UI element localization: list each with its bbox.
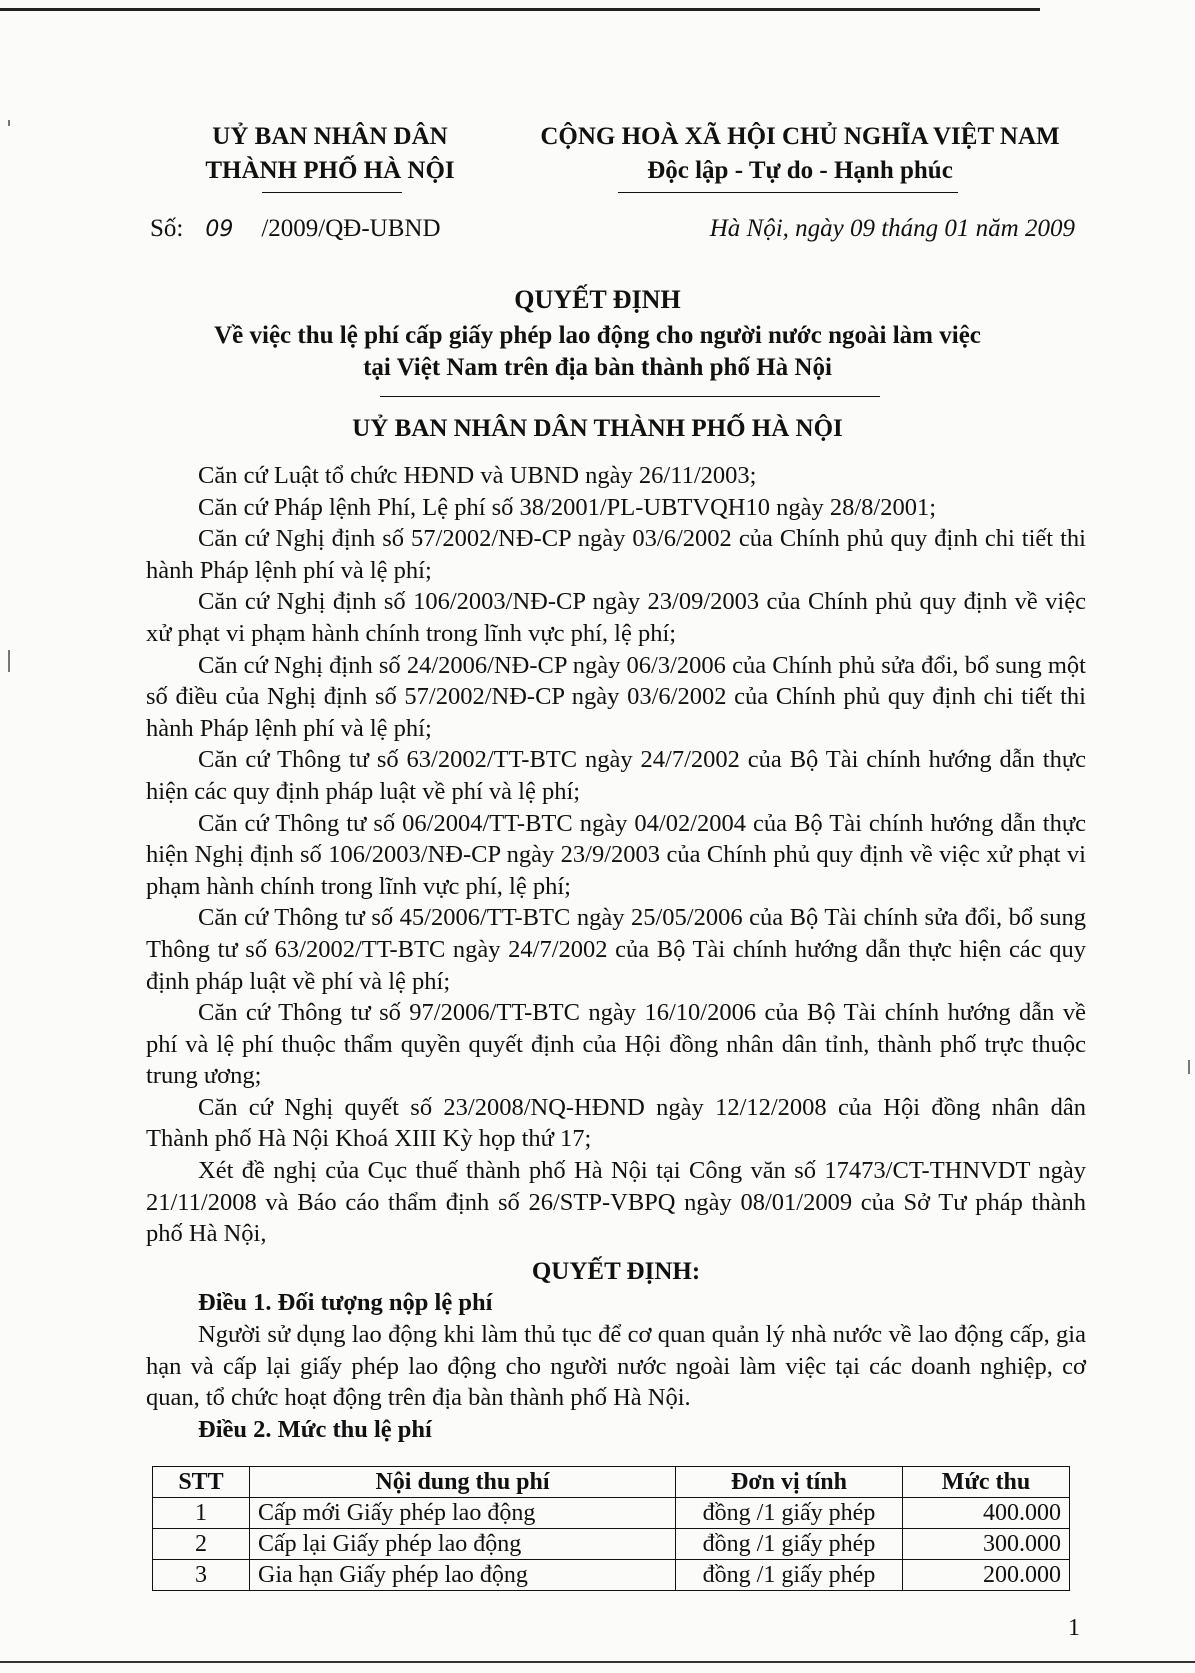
table-row — [153, 1560, 1070, 1591]
page-number: 1 — [1068, 1615, 1080, 1641]
col-content: Nội dung thu phí — [250, 1467, 676, 1498]
authority-underline — [262, 192, 402, 193]
doc-number-handwritten: 09 — [205, 217, 234, 242]
article1-text: Người sử dụng lao động khi làm thủ tục để cơ quan quản lý nhà nước về lao động cấp, gia hạn và cấp lại giấy phép lao động cho người nước ngoài làm việc tại các doanh nghiệp, cơ quan, tổ chức hoạt động trên địa bàn thành phố Hà Nội. — [146, 1321, 1086, 1412]
national-name: CỘNG HOÀ XÃ HỘI CHỦ NGHĨA VIỆT NAM — [540, 123, 1060, 150]
document-body — [146, 460, 1086, 1445]
motto: Độc lập - Tự do - Hạnh phúc — [647, 157, 953, 184]
subject-line2: tại Việt Nam trên địa bàn thành phố Hà Nội — [363, 354, 832, 381]
scan-speck — [8, 120, 10, 126]
cell-unit: đồng /1 giấy phép — [676, 1560, 903, 1591]
cell-amount: 400.000 — [903, 1498, 1070, 1529]
legal-basis: Căn cứ Thông tư số 45/2006/TT-BTC ngày 25/05/2006 của Bộ Tài chính sửa đổi, bổ sung Thông tư số 63/2002/TT-BTC ngày 24/7/2002 của Bộ Tài chính hướng dẫn thực hiện các quy định pháp luật về phí và lệ phí; — [146, 904, 1086, 995]
fee-table-header — [153, 1467, 1070, 1498]
legal-basis: Xét đề nghị của Cục thuế thành phố Hà Nội tại Công văn số 17473/CT-THNVDT ngày 21/11/2008 và Báo cáo thẩm định số 26/STP-VBPQ ngày 08/01/2009 của Sở Tư pháp thành phố Hà Nội, — [146, 1157, 1086, 1248]
legal-basis: Căn cứ Thông tư số 06/2004/TT-BTC ngày 04/02/2004 của Bộ Tài chính hướng dẫn thực hiện Nghị định số 106/2003/NĐ-CP ngày 23/9/2003 của Chính phủ quy định về việc xử phạt vi phạm hành chính trong lĩnh vực phí, lệ phí; — [146, 809, 1086, 900]
cell-stt: 3 — [153, 1560, 250, 1591]
scan-bottom-edge-line — [0, 1661, 1195, 1663]
national-motto — [515, 120, 1085, 188]
cell-stt: 1 — [153, 1498, 250, 1529]
cell-unit: đồng /1 giấy phép — [676, 1498, 903, 1529]
table-row — [153, 1529, 1070, 1560]
legal-basis: Căn cứ Nghị quyết số 23/2008/NQ-HĐND ngày 12/12/2008 của Hội đồng nhân dân Thành phố Hà Nội Khoá XIII Kỳ họp thứ 17; — [146, 1093, 1086, 1153]
scan-top-edge-line — [0, 0, 1040, 11]
cell-amount: 300.000 — [903, 1529, 1070, 1560]
decision-heading: QUYẾT ĐỊNH: — [531, 1257, 701, 1285]
cell-amount: 200.000 — [903, 1560, 1070, 1591]
cell-content: Cấp mới Giấy phép lao động — [250, 1498, 676, 1529]
table-row — [153, 1498, 1070, 1529]
col-amount: Mức thu — [903, 1467, 1070, 1498]
article2-heading: Điều 2. Mức thu lệ phí — [198, 1415, 432, 1443]
authority-heading: UỶ BAN NHÂN DÂN THÀNH PHỐ HÀ NỘI — [352, 415, 843, 442]
cell-stt: 2 — [153, 1529, 250, 1560]
legal-basis: Căn cứ Nghị định số 57/2002/NĐ-CP ngày 03/6/2002 của Chính phủ quy định chi tiết thi hành Pháp lệnh phí và lệ phí; — [146, 525, 1086, 584]
subject-line1: Về việc thu lệ phí cấp giấy phép lao động cho người nước ngoài làm việc — [214, 322, 981, 349]
legal-basis: Căn cứ Pháp lệnh Phí, Lệ phí số 38/2001/PL-UBTVQH10 ngày 28/8/2001; — [198, 493, 937, 521]
legal-basis: Căn cứ Nghị định số 106/2003/NĐ-CP ngày 23/09/2003 của Chính phủ quy định về việc xử phạt vi phạm hành chính trong lĩnh vực phí, lệ phí; — [146, 588, 1086, 647]
doc-number-suffix: /2009/QĐ-UBND — [261, 215, 441, 242]
cell-content: Gia hạn Giấy phép lao động — [250, 1560, 676, 1591]
document-number — [150, 215, 441, 243]
issuing-authority-line2: THÀNH PHỐ HÀ NỘI — [205, 157, 455, 184]
cell-unit: đồng /1 giấy phép — [676, 1529, 903, 1560]
doc-number-prefix: Số: — [150, 215, 184, 242]
legal-basis: Căn cứ Luật tổ chức HĐND và UBND ngày 26/11/2003; — [198, 462, 757, 489]
document-title: QUYẾT ĐỊNH — [514, 285, 681, 314]
scan-speck — [8, 650, 10, 672]
legal-basis: Căn cứ Thông tư số 97/2006/TT-BTC ngày 16/10/2006 của Bộ Tài chính hướng dẫn về phí và lệ phí thuộc thẩm quyền quyết định của Hội đồng nhân dân tỉnh, thành phố trực thuộc trung ương; — [146, 999, 1086, 1090]
col-stt: STT — [153, 1467, 250, 1498]
issuing-authority-line1: UỶ BAN NHÂN DÂN — [212, 123, 448, 150]
legal-basis: Căn cứ Thông tư số 63/2002/TT-BTC ngày 24/7/2002 của Bộ Tài chính hướng dẫn thực hiện các quy định pháp luật về phí và lệ phí; — [146, 746, 1086, 805]
article1-heading: Điều 1. Đối tượng nộp lệ phí — [198, 1289, 493, 1317]
document-subject — [0, 320, 1195, 384]
subject-underline — [380, 396, 880, 397]
document-date: Hà Nội, ngày 09 tháng 01 năm 2009 — [709, 215, 1075, 242]
fee-table — [152, 1466, 1070, 1591]
scan-speck — [1188, 1060, 1190, 1074]
col-unit: Đơn vị tính — [676, 1467, 903, 1498]
cell-content: Cấp lại Giấy phép lao động — [250, 1529, 676, 1560]
issuing-authority — [180, 120, 480, 188]
legal-basis: Căn cứ Nghị định số 24/2006/NĐ-CP ngày 06/3/2006 của Chính phủ sửa đổi, bổ sung một số điều của Nghị định số 57/2002/NĐ-CP ngày 03/6/2002 của Chính phủ quy định chi tiết thi hành Pháp lệnh phí và lệ phí; — [146, 651, 1086, 742]
motto-underline — [618, 192, 958, 193]
